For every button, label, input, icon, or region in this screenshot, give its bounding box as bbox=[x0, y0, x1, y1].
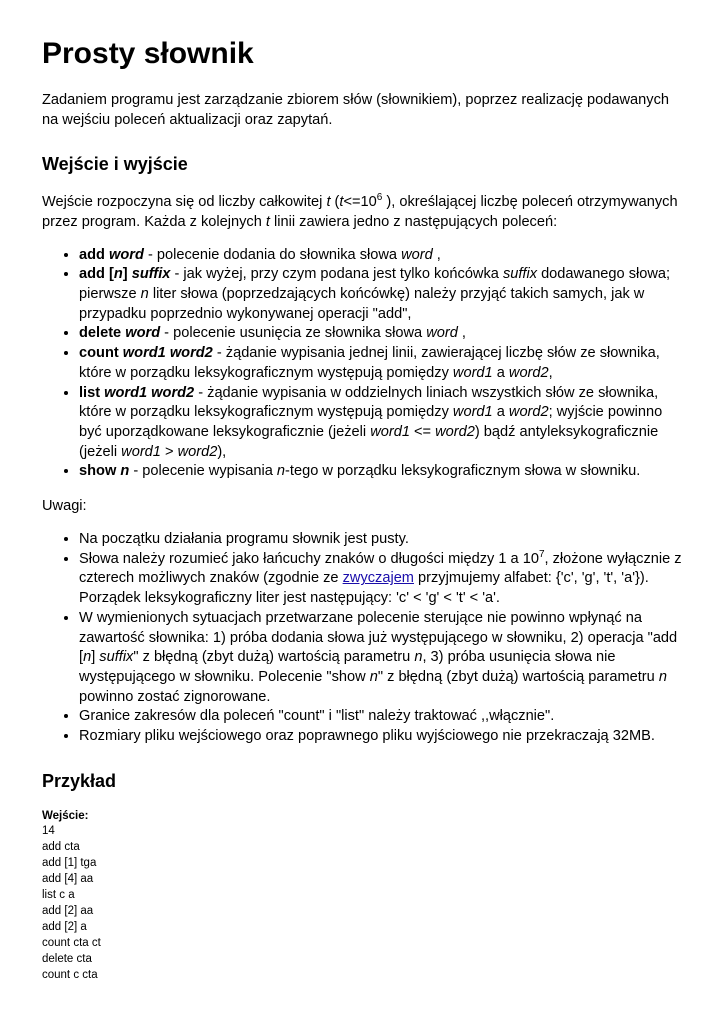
intro-paragraph: Zadaniem programu jest zarządzanie zbiorem słów (słownikiem), poprzez realizację podawanych na wejściu poleceń aktualizacji oraz zapytań. bbox=[42, 92, 669, 128]
notes-label: Uwagi: bbox=[42, 498, 87, 515]
example-input-line: add cta bbox=[42, 841, 80, 854]
command-item-show: • show n - polecenie wypisania n-tego w porządku leksykograficznym słowa w słowniku. bbox=[79, 462, 684, 482]
command-item-add-suffix: • add [n] suffix - jak wyżej, przy czym podana jest tylko końcówka suffix dodawanego słowa; pierwsze n liter słowa (poprzedzających końcówkę) należy przyjąć takich samych, jak w przypadku poprzednio wykonywanej operacji "add", bbox=[79, 265, 684, 324]
command-item-add: • add word - polecenie dodania do słownika słowa word , bbox=[79, 246, 684, 266]
page-title: Prosty słownik bbox=[42, 37, 254, 70]
note-item: • Słowa należy rozumieć jako łańcuchy znaków o długości między 1 a $10^7$, złożone wyłącznie z czterech możliwych znaków (zgodnie ze zwyczajem przyjmujemy alfabet: {'c', 'g', 't', 'a'}). Porządek leksykograficzny liter jest następujący: 'c' < 'g' < 't' < 'a'. bbox=[79, 550, 684, 609]
command-item-list: • list word1 word2 - żądanie wypisania w oddzielnych liniach wszystkich słów ze słownika, które w porządku leksykograficznym występują pomiędzy word1 a word2; wyjście powinno być uporządkowane leksykograficznie (jeżeli word1 <= word2) bądź antyleksykograficznie (jeżeli word1 > word2), bbox=[79, 384, 684, 463]
input-description: Wejście rozpoczyna się od liczby całkowitej t ($t<=10^6$ ), określającej liczbę poleceń otrzymywanych przez program. Każda z kolejnych t linii zawiera jedno z następujących poleceń: bbox=[42, 191, 678, 230]
example-input-line: delete cta bbox=[42, 952, 92, 965]
example-input bbox=[42, 808, 684, 983]
example-input-line: 14 bbox=[42, 825, 55, 838]
command-item-delete: • delete word - polecenie usunięcia ze słownika słowa word , bbox=[79, 324, 684, 344]
example-input-label: Wejście: bbox=[42, 810, 89, 823]
example-input-line: count c cta bbox=[42, 968, 98, 981]
example-input-line: count cta ct bbox=[42, 936, 101, 949]
note-item: • Granice zakresów dla poleceń "count" i "list" należy traktować ,,włącznie". bbox=[79, 707, 684, 727]
custom-link[interactable]: zwyczajem bbox=[342, 570, 414, 587]
example-input-line: add [1] tga bbox=[42, 857, 97, 870]
example-input-line: add [2] aa bbox=[42, 904, 94, 917]
command-list bbox=[42, 246, 684, 482]
example-input-line: add [4] aa bbox=[42, 873, 94, 886]
example-input-line: add [2] a bbox=[42, 920, 87, 933]
example-heading: Przykład bbox=[42, 770, 117, 791]
note-item: • Na początku działania programu słownik jest pusty. bbox=[79, 530, 684, 550]
command-item-count: • count word1 word2 - żądanie wypisania jednej linii, zawierającej liczbę słów ze słownika, które w porządku leksykograficznym występują pomiędzy word1 a word2, bbox=[79, 344, 684, 383]
note-item: • Rozmiary pliku wejściowego oraz poprawnego pliku wyjściowego nie przekraczają 32MB. bbox=[79, 727, 684, 747]
example-input-line: list c a bbox=[42, 888, 75, 901]
notes-list bbox=[42, 530, 684, 747]
io-heading: Wejście i wyjście bbox=[42, 154, 188, 174]
note-item: • W wymienionych sytuacjach przetwarzane polecenie sterujące nie powinno wpłynąć na zawartość słownika: 1) próba dodania słowa już występującego w słowniku, 2) operacja "add [n] suffix" z błędną (zbyt dużą) wartością parametru n, 3) próba usunięcia słowa nie występującego w słowniku. Polecenie "show n" z błędną (zbyt dużą) wartością parametru n powinno zostać zignorowane. bbox=[79, 609, 684, 708]
